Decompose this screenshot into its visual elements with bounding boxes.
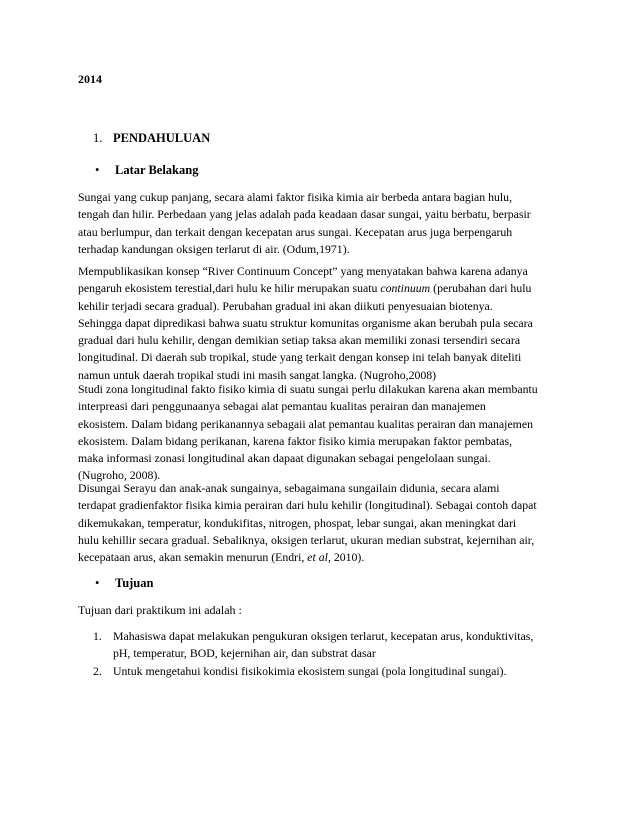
paragraph-line: tengah dan hilir. Perbedaan yang jelas adalah pada keadaan dasar sungai, yaitu berbatu, berpasir [78, 207, 531, 222]
paragraph-line: interpreasi dari penggunaanya sebagai alat pemantau kualitas perairan dan manajemen [78, 399, 486, 414]
paragraph-4 [78, 480, 564, 566]
section-title: PENDAHULUAN [113, 131, 211, 145]
paragraph-line: ekosistem. Dalam bidang perikanan, karena faktor fisiko kimia merupakan faktor pembatas, [78, 433, 513, 448]
year-heading: 2014 [78, 72, 102, 86]
tujuan-intro: Tujuan dari praktikum ini adalah : [78, 603, 242, 617]
bullet-icon: • [95, 576, 100, 590]
paragraph-line: terhadap kandungan oksigen terlarut di air. (Odum,1971). [78, 241, 350, 256]
paragraph-line: Sungai yang cukup panjang, secara alami faktor fisika kimia air berbeda antara bagian hulu, [78, 190, 513, 204]
list-item [93, 663, 573, 680]
paragraph-line [78, 280, 564, 297]
paragraph-line: namun untuk daerah tropikal studi ini masih sangat langka. (Nugroho,2008) [78, 367, 437, 382]
objectives-list [93, 628, 573, 680]
paragraph-line: dikemukakan, temperatur, kondukifitas, nitrogen, phospat, lebar sungai, akan meningkat dari [78, 515, 517, 530]
paragraph-line: Mempublikasikan konsep “River Continuum Concept” yang menyatakan bahwa karena adanya [78, 264, 528, 278]
bullet-icon: • [95, 163, 100, 177]
text-run: pengaruh ekosistem terestial,dari hulu ke hilir merupakan suatu [78, 281, 381, 296]
paragraph-line: terdapat gradienfaktor fisika kimia perairan dari hulu kehilir (longitudinal). Sebagai contoh dapat [78, 498, 537, 513]
list-line: Mahasiswa dapat melakukan pengukuran oksigen terlarut, kecepatan arus, konduktivitas, [113, 629, 534, 643]
paragraph-line: Studi zona longitudinal fakto fisiko kimia di suatu sungai perlu dilakukan karena akan membantu [78, 382, 538, 396]
paragraph-1 [78, 189, 564, 258]
paragraph-line: gradual dari hulu kehilir, dengan demikian setiap taksa akan memiliki zonasi tersendiri secara [78, 333, 521, 348]
paragraph-line: Disungai Serayu dan anak-anak sungainya, sebagaimana sungailain didunia, secara alami [78, 481, 500, 495]
text-run: , 2010). [327, 550, 365, 565]
subsection-title: Tujuan [115, 576, 154, 590]
paragraph-line: longitudinal. Di daerah sub tropikal, stude yang terkait dengan konsep ini telah banyak diteliti [78, 350, 522, 365]
paragraph-line: kehilir terjadi secara gradual). Perubahan gradual ini akan diikuti penyesuaian biotenya. [78, 298, 493, 313]
text-run: (perubahan dari hulu [430, 281, 532, 296]
paragraph-line: (Nugroho, 2008). [78, 468, 161, 483]
section-heading [93, 131, 210, 146]
list-item [93, 628, 573, 663]
section-number: 1. [93, 131, 103, 145]
paragraph-line [78, 549, 564, 566]
paragraph-line: atau berlumpur, dan terkait dengan kecepatan arus sungai. Kecepatan arus juga berpengaruh [78, 224, 513, 239]
list-number: 2. [93, 663, 102, 678]
paragraph-line: hulu kehillir secara gradual. Sebaliknya, oksigen terlarut, ukuran median substrat, kejernihan air, [78, 532, 535, 547]
paragraph-line: Sehingga dapat dipredikasi bahwa suatu struktur komunitas organisme akan berubah pula secara [78, 315, 533, 330]
subsection-tujuan [95, 576, 153, 591]
list-line: Untuk mengetahui kondisi fisikokimia ekosistem sungai (pola longitudinal sungai). [113, 663, 507, 678]
paragraph-3 [78, 381, 564, 485]
list-line: pH, temperatur, BOD, kejernihan air, dan substrat dasar [113, 646, 376, 661]
italic-term: et al [307, 550, 328, 565]
paragraph-2 [78, 263, 564, 384]
subsection-title: Latar Belakang [115, 163, 199, 177]
text-run: kecepataan arus, akan semakin menurun (Endri, [78, 550, 308, 565]
italic-term: continuum [380, 281, 431, 296]
list-number: 1. [93, 629, 102, 643]
paragraph-line: maka informasi zonasi longitudinal akan dapaat digunakan sebagai pengelolaan sungai. [78, 451, 491, 466]
subsection-latar-belakang [95, 163, 198, 178]
paragraph-line: ekosistem. Dalam bidang perikanannya sebagaii alat pemantau kualitas perairan dan manajemen [78, 416, 533, 431]
